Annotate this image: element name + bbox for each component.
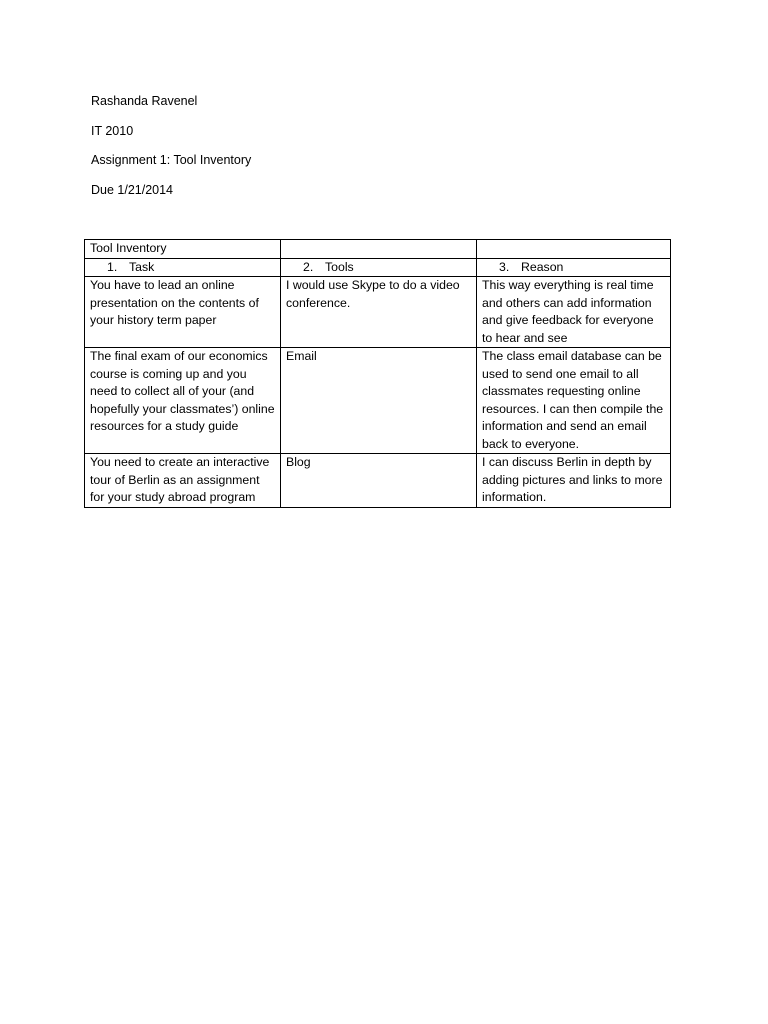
column-number: 3. — [499, 259, 510, 274]
due-date: Due 1/21/2014 — [91, 182, 174, 197]
tool-cell: I would use Skype to do a video conference. — [281, 277, 477, 348]
column-label: Tools — [325, 259, 354, 274]
table-title-empty-cell — [477, 240, 671, 259]
column-header-tools — [281, 258, 477, 277]
course-code: IT 2010 — [91, 123, 134, 138]
table-row — [85, 348, 671, 454]
tool-cell: Email — [281, 348, 477, 454]
assignment-title: Assignment 1: Tool Inventory — [91, 153, 252, 167]
column-number: 1. — [107, 259, 118, 274]
table-title-empty-cell — [281, 240, 477, 259]
table-row — [85, 277, 671, 348]
column-label: Task — [129, 259, 155, 274]
task-cell: You have to lead an online presentation on the contents of your history term paper — [85, 277, 281, 348]
table-header-row — [85, 258, 671, 277]
tool-cell: Blog — [281, 454, 477, 508]
column-header-reason — [477, 258, 671, 277]
reason-cell: I can discuss Berlin in depth by adding pictures and links to more information. — [477, 454, 671, 508]
table-row — [85, 454, 671, 508]
table-title-cell: Tool Inventory — [85, 240, 281, 259]
column-number: 2. — [303, 259, 314, 274]
author-name: Rashanda Ravenel — [91, 94, 198, 108]
column-header-task — [85, 258, 281, 277]
task-cell: You need to create an interactive tour of Berlin as an assignment for your study abroad program — [85, 454, 281, 508]
table-title-row — [85, 240, 671, 259]
column-label: Reason — [521, 259, 564, 274]
document-header — [91, 92, 251, 210]
reason-cell: The class email database can be used to send one email to all classmates requesting online resources. I can then compile the information and send an email back to everyone. — [477, 348, 671, 454]
tool-inventory-table — [84, 239, 671, 508]
task-cell: The final exam of our economics course is coming up and you need to collect all of your (and hopefully your classmates’) online resources for a study guide — [85, 348, 281, 454]
reason-cell: This way everything is real time and others can add information and give feedback for everyone to hear and see — [477, 277, 671, 348]
